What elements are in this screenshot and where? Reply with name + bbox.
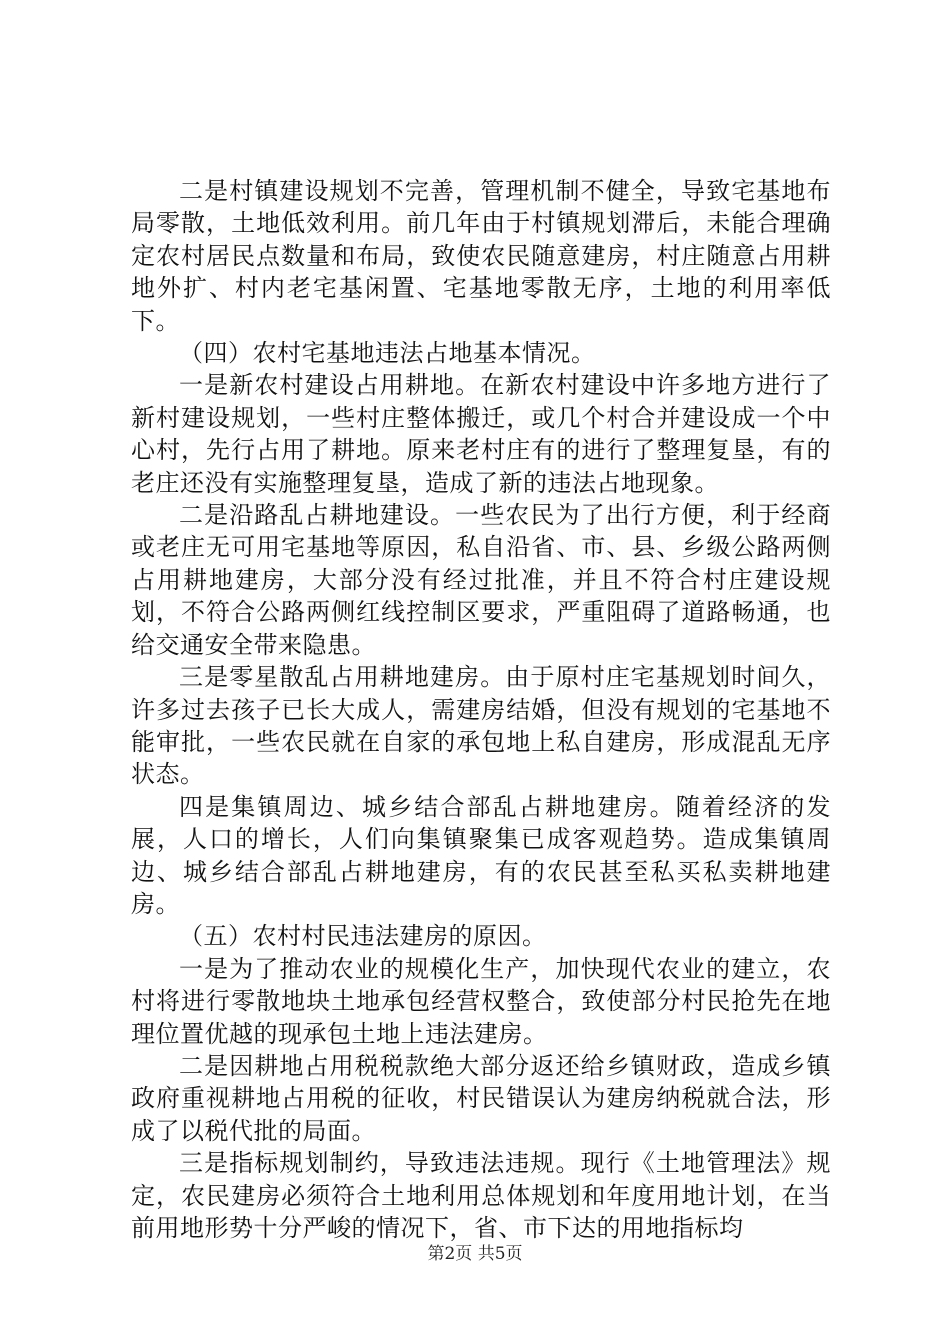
section-heading: （四）农村宅基地违法占地基本情况。: [179, 339, 596, 368]
paragraph: 二是村镇建设规划不完善，管理机制不健全，导致宅基地布局零散，土地低效利用。前几年由于村镇规划滞后，未能合理确定农村居民点数量和布局，致使农民随意建房，村庄随意占用耕地外扩、村内老宅基闲置、宅基地零散无序，土地的利用率低下。: [131, 177, 831, 335]
page-number-footer: 第2页 共5页: [427, 1244, 523, 1264]
paragraph: 四是集镇周边、城乡结合部乱占耕地建房。随着经济的发展，人口的增长，人们向集镇聚集已成客观趋势。造成集镇周边、城乡结合部乱占耕地建房，有的农民甚至私买私卖耕地建房。: [131, 792, 831, 918]
section-heading: （五）农村村民违法建房的原因。: [179, 922, 547, 951]
document-body: [131, 175, 831, 1244]
paragraph: 一是为了推动农业的规模化生产，加快现代农业的建立，农村将进行零散地块土地承包经营权整合，致使部分村民抢先在地理位置优越的现承包土地上违法建房。: [131, 954, 831, 1048]
paragraph: 三是零星散乱占用耕地建房。由于原村庄宅基规划时间久，许多过去孩子已长大成人，需建房结婚，但没有规划的宅基地不能审批，一些农民就在自家的承包地上私自建房，形成混乱无序状态。: [131, 663, 831, 789]
paragraph: 一是新农村建设占用耕地。在新农村建设中许多地方进行了新村建设规划，一些村庄整体搬迁，或几个村合并建设成一个中心村，先行占用了耕地。原来老村庄有的进行了整理复垦，有的老庄还没有实施整理复垦，造成了新的违法占地现象。: [131, 371, 831, 497]
paragraph: 三是指标规划制约，导致违法违规。现行《土地管理法》规定，农民建房必须符合土地利用总体规划和年度用地计划，在当前用地形势十分严峻的情况下，省、市下达的用地指标均: [131, 1149, 831, 1242]
paragraph: 二是因耕地占用税税款绝大部分返还给乡镇财政，造成乡镇政府重视耕地占用税的征收，村民错误认为建房纳税就合法，形成了以税代批的局面。: [131, 1051, 831, 1145]
paragraph: 二是沿路乱占耕地建设。一些农民为了出行方便，利于经商或老庄无可用宅基地等原因，私自沿省、市、县、乡级公路两侧占用耕地建房，大部分没有经过批准，并且不符合村庄建设规划，不符合公路两侧红线控制区要求，严重阻碍了道路畅通，也给交通安全带来隐患。: [131, 501, 831, 659]
